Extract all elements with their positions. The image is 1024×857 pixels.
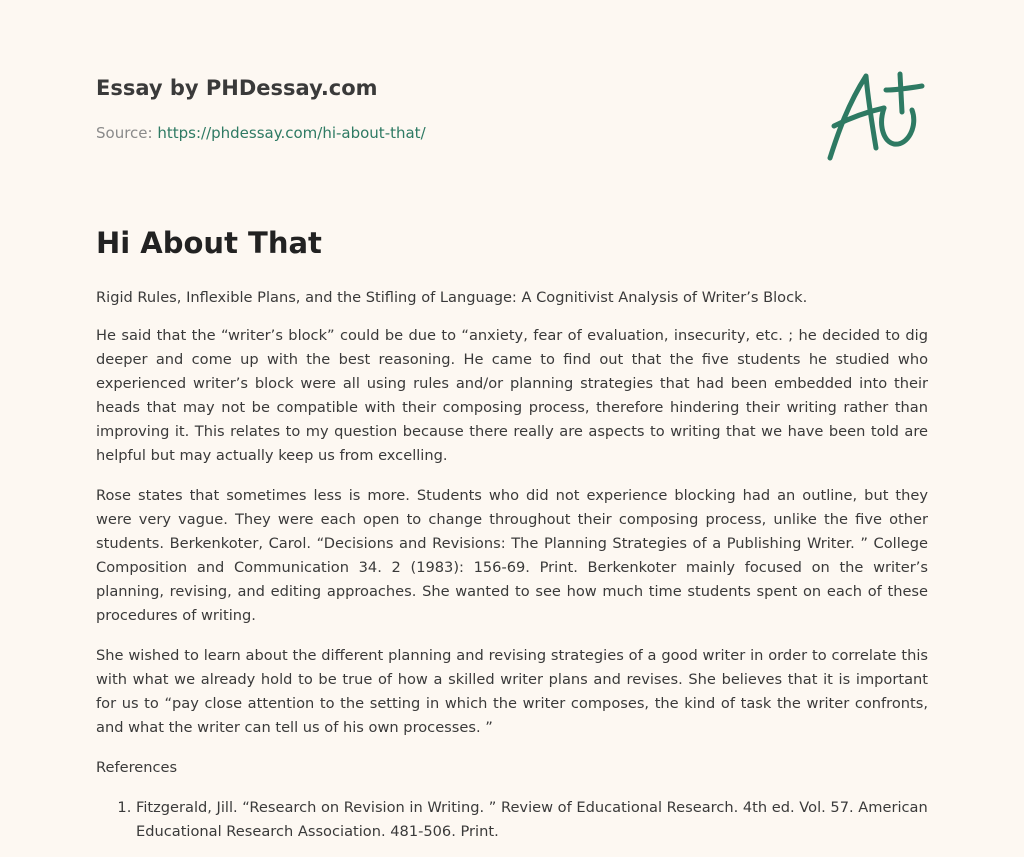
source-line <box>96 124 426 142</box>
a-plus-logo-icon <box>822 68 926 164</box>
essay-paragraph: She wished to learn about the different planning and revising strategies of a good writer in order to correlate this with what we already hold to be true of how a skilled writer plans and revises. She believes that it is important for us to “pay close attention to the setting in which the writer composes, the kind of task the writer confronts, and what the writer can tell us of his own processes. ” <box>96 647 928 736</box>
essay-lead: Rigid Rules, Inflexible Plans, and the Stifling of Language: A Cognitivist Analysis of Writer’s Block. <box>96 289 808 306</box>
source-link[interactable]: https://phdessay.com/hi-about-that/ <box>157 124 426 142</box>
references-heading: References <box>96 759 178 776</box>
essay-title: Hi About That <box>96 226 322 260</box>
reference-item: 1. Fitzgerald, Jill. “Research on Revision in Writing. ” Review of Educational Research. 4th ed. Vol. 57. American Educational Research Association. 481-506. Print. <box>136 796 928 844</box>
essay-body <box>96 286 928 844</box>
brand-title: Essay by PHDessay.com <box>96 76 378 100</box>
source-label: Source: <box>96 124 153 142</box>
essay-paragraph: Rose states that sometimes less is more. Students who did not experience blocking had an outline, but they were very vague. They were each open to change throughout their composing process, unlike the five other students. Berkenkoter, Carol. “Decisions and Revisions: The Planning Strategies of a Publishing Writer. ” College Composition and Communication 34. 2 (1983): 156-69. Print. Berkenkoter mainly focused on the writer’s planning, revising, and editing approaches. She wanted to see how much time students spent on each of these procedures of writing. <box>96 487 928 624</box>
references-list <box>96 796 928 844</box>
essay-paragraph: He said that the “writer’s block” could be due to “anxiety, fear of evaluation, insecurity, etc. ; he decided to dig deeper and come up with the best reasoning. He came to find out that the five students he studied who experienced writer’s block were all using rules and/or planning strategies that had been embedded into their heads that may not be compatible with their composing process, therefore hindering their writing rather than improving it. This relates to my question because there really are aspects to writing that we have been told are helpful but may actually keep us from excelling. <box>96 327 928 464</box>
